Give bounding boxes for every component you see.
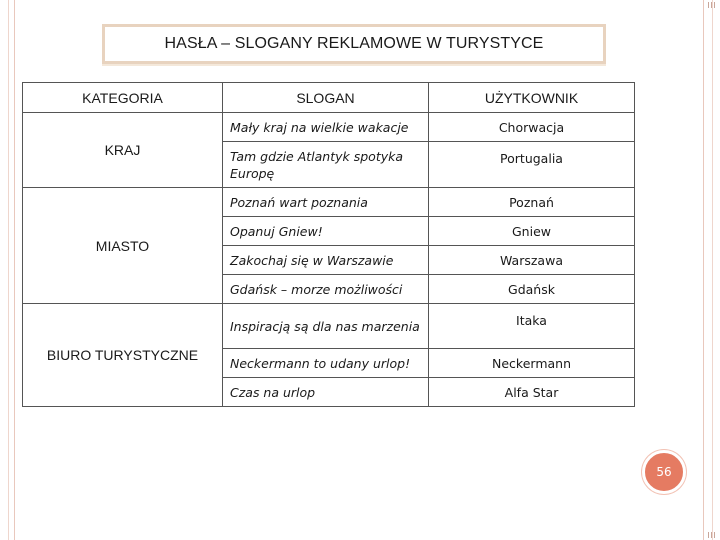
slide-title: HASŁA – SLOGANY REKLAMOWE W TURYSTYCE: [164, 35, 544, 52]
table-row: [23, 304, 635, 349]
user-cell: Warszawa: [429, 246, 635, 275]
header-slogan: SLOGAN: [223, 83, 429, 113]
table-header-row: [23, 83, 635, 113]
slogans-table: [22, 82, 635, 407]
user-cell: Poznań: [429, 188, 635, 217]
slide-frame-left: [0, 0, 15, 540]
category-kraj: KRAJ: [23, 113, 223, 188]
slogan-cell: Mały kraj na wielkie wakacje: [223, 113, 429, 142]
slogan-cell: Opanuj Gniew!: [223, 217, 429, 246]
category-biuro: BIURO TURYSTYCZNE: [23, 304, 223, 407]
slogan-cell: Gdańsk – morze możliwości: [223, 275, 429, 304]
user-cell: Alfa Star: [429, 378, 635, 407]
slogan-cell: Czas na urlop: [223, 378, 429, 407]
page-number: 56: [656, 465, 672, 479]
user-cell: Gniew: [429, 217, 635, 246]
table-row: [23, 113, 635, 142]
user-cell: Portugalia: [429, 142, 635, 188]
slide-frame-right: [703, 0, 720, 540]
frame-dots-top: [708, 2, 717, 8]
slogan-cell: Zakochaj się w Warszawie: [223, 246, 429, 275]
category-miasto: MIASTO: [23, 188, 223, 304]
user-cell: Gdańsk: [429, 275, 635, 304]
header-uzytkownik: UŻYTKOWNIK: [429, 83, 635, 113]
page-number-badge: [642, 450, 686, 494]
slogan-cell: Tam gdzie Atlantyk spotyka Europę: [223, 142, 429, 188]
slogan-cell: Poznań wart poznania: [223, 188, 429, 217]
user-cell: Chorwacja: [429, 113, 635, 142]
header-kategoria: KATEGORIA: [23, 83, 223, 113]
slogan-cell: Neckermann to udany urlop!: [223, 349, 429, 378]
slogan-cell: Inspiracją są dla nas marzenia: [223, 304, 429, 349]
user-cell: Neckermann: [429, 349, 635, 378]
frame-dots-bottom: [708, 532, 717, 538]
user-cell: Itaka: [429, 304, 635, 349]
table-row: [23, 188, 635, 217]
slide-title-box: [102, 24, 606, 64]
